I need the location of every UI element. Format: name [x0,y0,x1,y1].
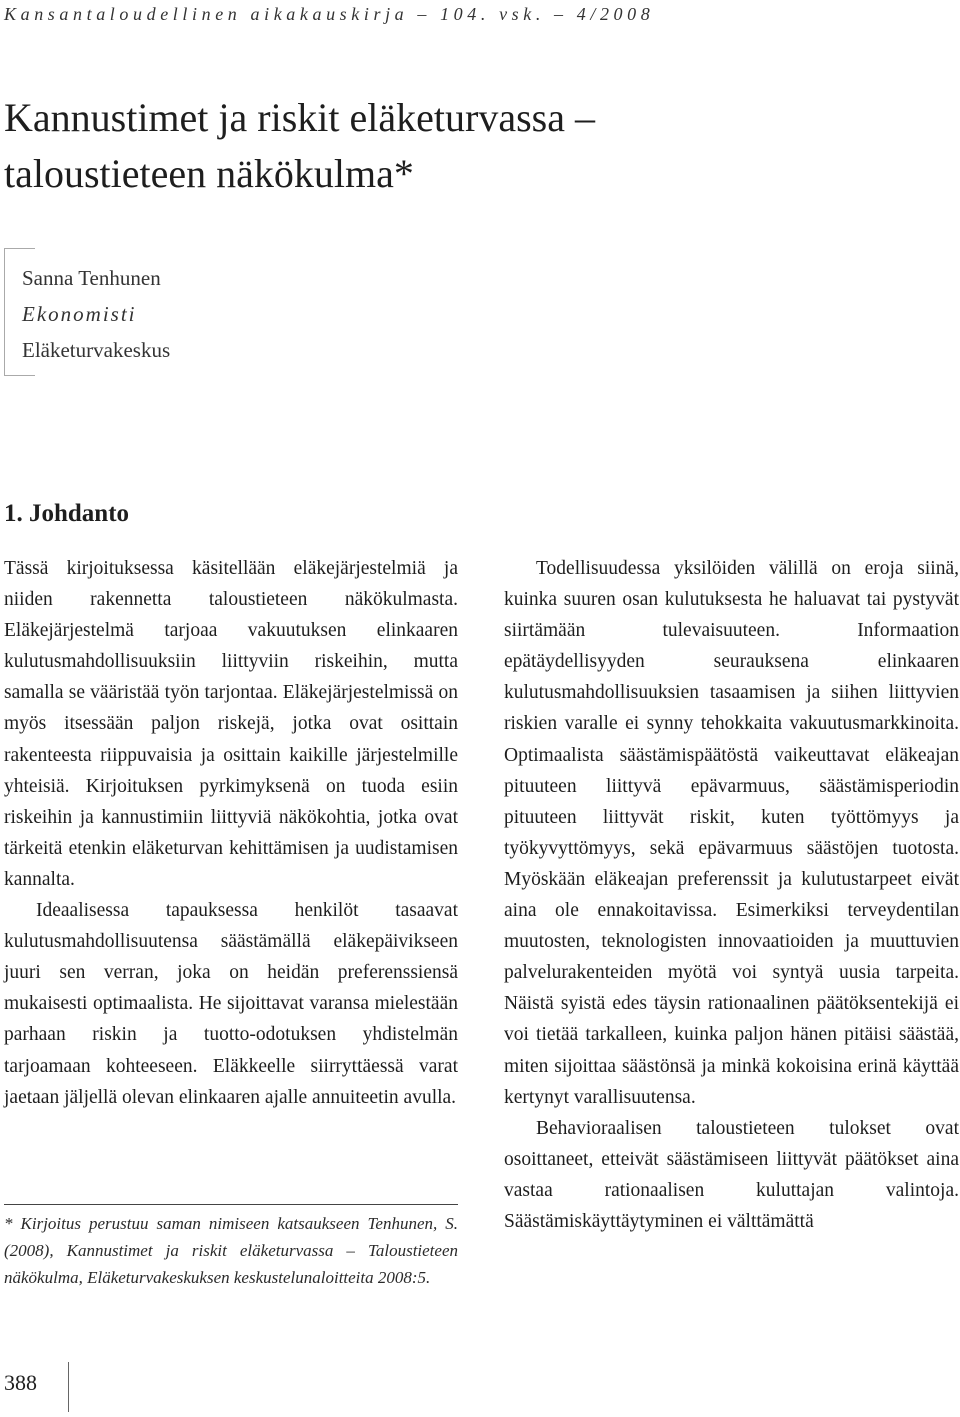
section-heading: 1. Johdanto [4,500,130,527]
title-line-2: taloustieteen näkökulma* [4,151,414,196]
title-line-1: Kannustimet ja riskit eläketurvassa – [4,95,595,140]
footnote: * Kirjoitus perustuu saman nimiseen katsaukseen Tenhunen, S. (2008), Kannustimet ja riskit eläketurvassa – Taloustieteen näkökulma, Eläketurvakeskuksen keskustelunaloitteita 2008:5. [4,1214,458,1287]
right-paragraph-1: Todellisuudessa yksilöiden välillä on eroja siinä, kuinka suuren osan kulutuksesta he haluavat tai pystyvät siirtämään tulevaisuuteen. Informaation epätäydellisyyden seurauksena elinkaaren kulutusmahdollisuuksien tasaamisen ja siihen liittyvien riskien varalle ei synny tehokkaita vakuutusmarkkinoita. Optimaalista säästämispäätöstä vaikeuttavat eläkeajan pituuteen liittyvä epävarmuus, säästämisperiodin pituuteen liittyvät riskit, kuten työttömyys ja työkyvyttömyys, sekä epävarmuus säästöjen tuotosta. Myöskään eläkeajan preferenssit ja kulutustarpeet eivät aina ole ennakoitavissa. Esimerkiksi terveydentilan muutosten, teknologisten innovaatioiden ja muuttuvien palvelurakenteiden myötä voi syntyä uusia tarpeita. Näistä syistä edes täysin rationaalinen päätöksentekijä ei voi tietää tarkalleen, kuinka paljon hänen pitäisi säästää, miten sijoittaa säästönsä ja minkä kokoisina erinä käyttää kertynyt varallisuutensa. [504,558,959,1108]
running-head: Kansantaloudellinen aikakauskirja – 104. vsk. – 4/2008 [4,4,655,24]
footnote-rule [4,1204,458,1205]
left-paragraph-2: Ideaalisessa tapauksessa henkilöt tasaavat kulutusmahdollisuutensa säästämällä eläkepäivikseen juuri sen verran, joka on heidän preferenssiensä mukaisesti optimaalista. He sijoittavat varansa mielestään parhaan riskin ja tuotto-odotuksen yhdistelmän tarjoamaan kohteeseen. Eläkkeelle siirryttäessä varat jaetaan jäljellä olevan elinkaaren ajalle annuiteetin avulla. [4,900,458,1108]
author-name: Sanna Tenhunen [22,266,161,290]
left-paragraph-1: Tässä kirjoituksessa käsitellään eläkejärjestelmiä ja niiden rakennetta taloustieteen näkökulmasta. Eläkejärjestelmä tarjoaa vakuutuksen elinkaaren kulutusmahdollisuuksiin liittyviin riskeihin, mutta samalla se vääristää työn tarjontaa. Eläkejärjestelmissä on myös itsessään paljon riskejä, jotka ovat osittain rakenteesta riippuvaisia ja osittain kaikille järjestelmille yhteisiä. Kirjoituksen pyrkimyksenä on tuoda esiin riskeihin ja kannustimiin liittyviä näkökohtia, jotka ovat tärkeitä etenkin eläketurvan kehittämisen ja uudistamisen kannalta. [4,558,458,890]
right-paragraph-2: Behavioraalisen taloustieteen tulokset ovat osoittaneet, etteivät säästämiseen liittyvät päätökset aina vastaa rationaalisen kuluttajan valintoja. Säästämiskäyttäytyminen ei välttämättä [504,1117,959,1232]
right-column [504,553,959,1237]
page-number-rule [68,1362,69,1412]
left-column [4,553,458,1113]
author-position: Ekonomisti [22,302,137,326]
author-affiliation: Eläketurvakeskus [22,338,171,362]
page-number: 388 [4,1370,37,1395]
article-title [4,90,904,202]
author-block [22,260,170,368]
